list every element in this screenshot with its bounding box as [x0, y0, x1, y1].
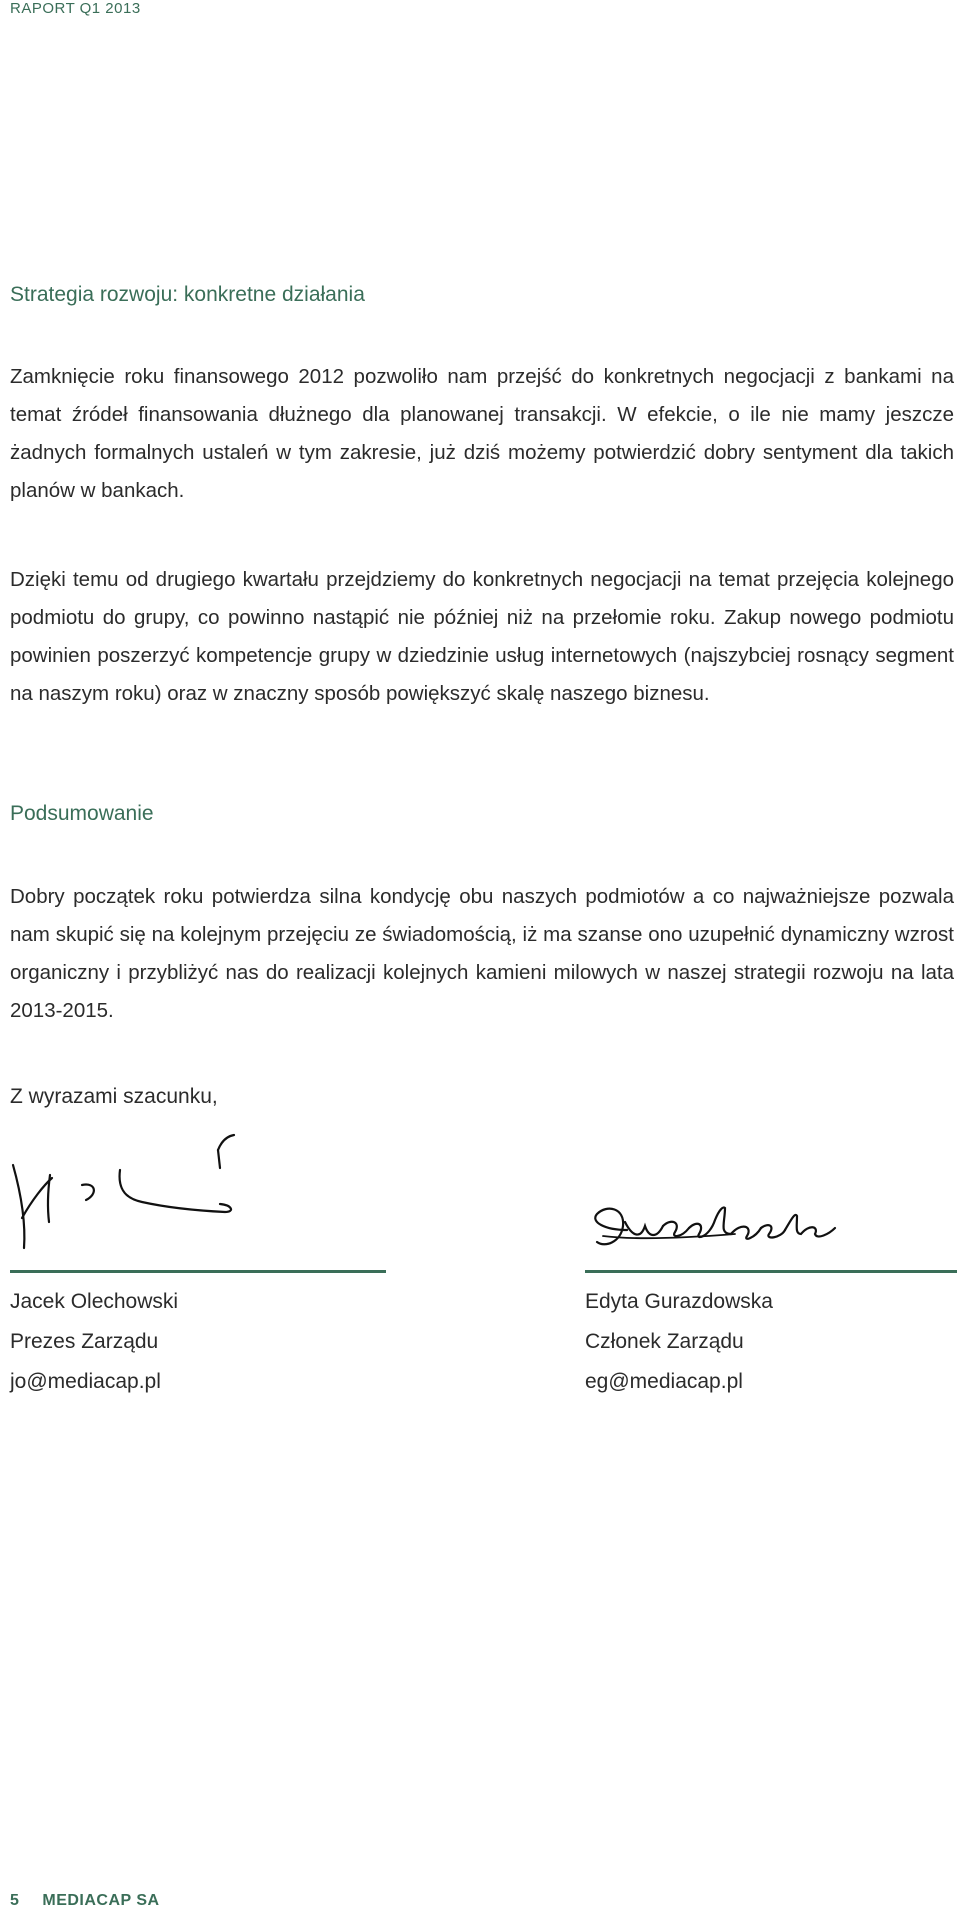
closing-salutation: Z wyrazami szacunku, [10, 1085, 218, 1108]
signatory-role: Członek Zarządu [585, 1330, 744, 1353]
report-header-label: RAPORT Q1 2013 [10, 0, 141, 17]
section-title-summary: Podsumowanie [10, 802, 154, 825]
footer-company-name: MEDIACAP SA [42, 1892, 160, 1909]
signatory-name: Edyta Gurazdowska [585, 1290, 773, 1313]
section-title-strategy: Strategia rozwoju: konkretne działania [10, 283, 365, 306]
signature-line [585, 1270, 957, 1273]
signatory-email: jo@mediacap.pl [10, 1370, 161, 1393]
page-number: 5 [10, 1892, 20, 1909]
paragraph-summary: Dobry początek roku potwierdza silna kondycję obu naszych podmiotów a co najważniejsze pozwala nam skupić się na kolejnym przejęciu ze świadomością, iż ma szanse ono uzupełnić dynamiczny wzrost organiczny i przybliżyć nas do realizacji kolejnych kamieni milowych w naszej strategii rozwoju na lata 2013-2015. [10, 885, 954, 1022]
page-footer [10, 1892, 160, 1910]
signature-line [10, 1270, 386, 1273]
signatory-email: eg@mediacap.pl [585, 1370, 743, 1393]
handwritten-signature-gurazdowska [585, 1130, 885, 1270]
signatory-name: Jacek Olechowski [10, 1290, 179, 1313]
paragraph-acquisition: Dzięki temu od drugiego kwartału przejdziemy do konkretnych negocjacji na temat przejęcia kolejnego podmiotu do grupy, co powinno nastąpić nie później niż na przełomie roku. Zakup nowego podmiotu powinien poszerzyć kompetencje grupy w dziedzinie usług internetowych (najszybciej rosnący segment na naszym roku) oraz w znaczny sposób powiększyć skalę naszego biznesu. [10, 568, 954, 705]
signature-block-gurazdowska [585, 1130, 960, 1402]
signatory-role: Prezes Zarządu [10, 1330, 159, 1353]
handwritten-signature-olechowski [10, 1130, 310, 1270]
signature-block-olechowski [10, 1130, 390, 1402]
paragraph-financing: Zamknięcie roku finansowego 2012 pozwoliło nam przejść do konkretnych negocjacji z bankami na temat źródeł finansowania dłużnego dla planowanej transakcji. W efekcie, o ile nie mamy jeszcze żadnych formalnych ustaleń w tym zakresie, już dziś możemy potwierdzić dobry sentyment dla takich planów w bankach. [10, 365, 954, 502]
